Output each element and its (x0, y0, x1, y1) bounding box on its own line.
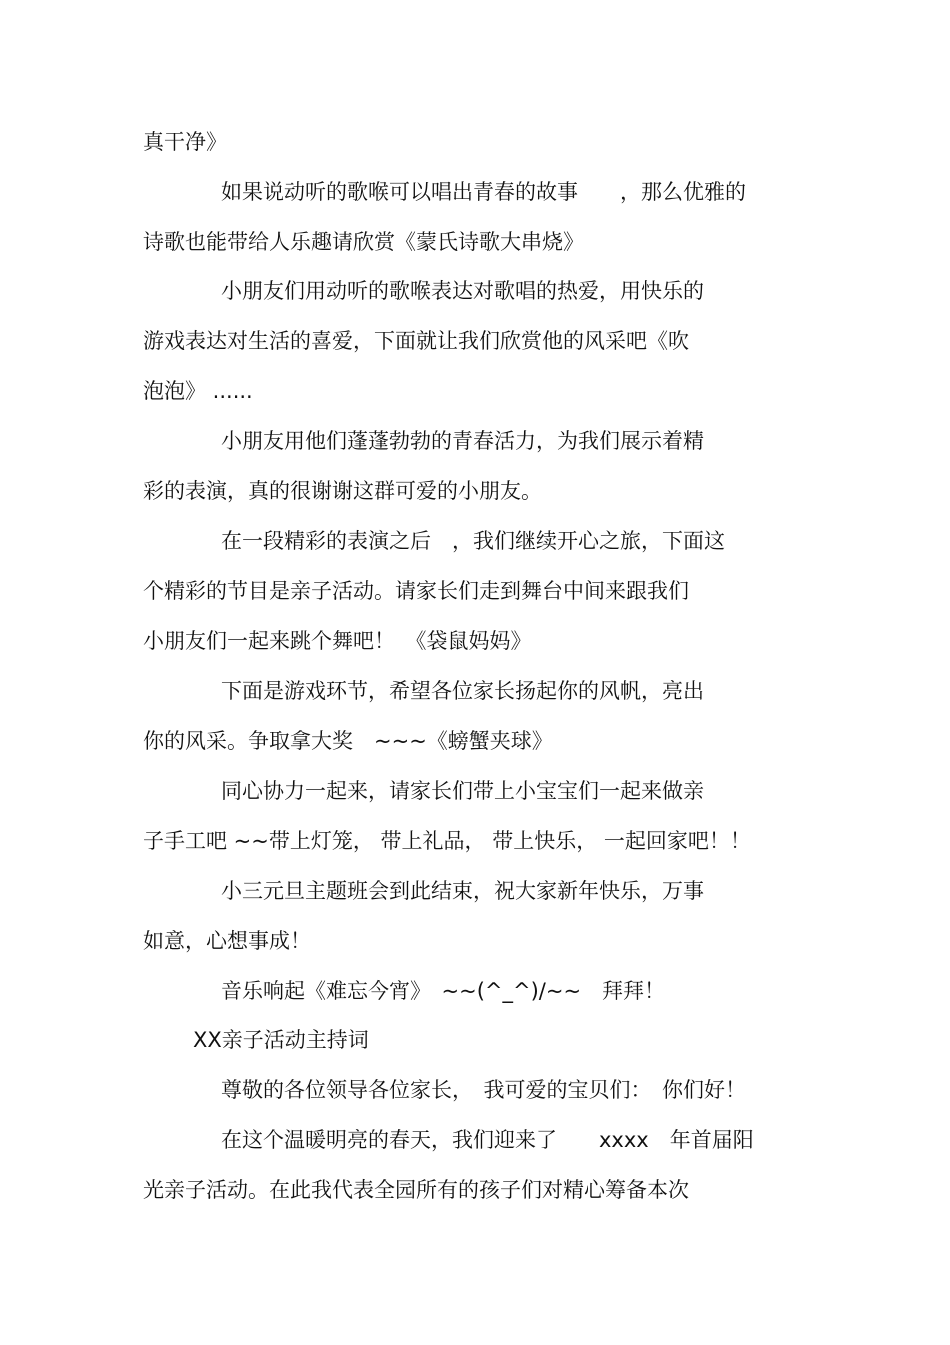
text-line: 子手工吧 ~~带上灯笼， 带上礼品， 带上快乐， 一起回家吧！！ (143, 829, 751, 853)
text-line: 在一段精彩的表演之后 ，我们继续开心之旅，下面这 (221, 529, 725, 553)
text-line: 音乐响起《难忘今宵》 ~~(^_^)/~~ 拜拜！ (221, 979, 666, 1003)
text-line: 小朋友用他们蓬蓬勃勃的青春活力，为我们展示着精 (221, 429, 704, 453)
text-line: 你的风采。争取拿大奖 ~~~《螃蟹夹球》 (143, 729, 553, 753)
text-line: 小朋友们用动听的歌喉表达对歌唱的热爱，用快乐的 (221, 279, 704, 303)
text-line: 如意，心想事成！ (143, 929, 311, 953)
text-line: 小三元旦主题班会到此结束，祝大家新年快乐，万事 (221, 879, 704, 903)
text-line: 同心协力一起来，请家长们带上小宝宝们一起来做亲 (221, 779, 704, 803)
text-line: 小朋友们一起来跳个舞吧！ 《袋鼠妈妈》 (143, 629, 532, 653)
text-line: 泡泡》 ...... (143, 379, 253, 403)
text-line: 尊敬的各位领导各位家长， 我可爱的宝贝们： 你们好！ (221, 1078, 746, 1102)
text-line: 彩的表演，真的很谢谢这群可爱的小朋友。 (143, 479, 542, 503)
text-line: 光亲子活动。在此我代表全园所有的孩子们对精心筹备本次 (143, 1178, 689, 1202)
section-heading: XX亲子活动主持词 (193, 1028, 369, 1052)
text-line: 游戏表达对生活的喜爱，下面就让我们欣赏他的风采吧《吹 (143, 329, 689, 353)
text-line: 个精彩的节目是亲子活动。请家长们走到舞台中间来跟我们 (143, 579, 689, 603)
text-line: 诗歌也能带给人乐趣请欣赏《蒙氏诗歌大串烧》 (143, 230, 584, 254)
text-line: 如果说动听的歌喉可以唱出青春的故事 ，那么优雅的 (221, 180, 746, 204)
text-line: 下面是游戏环节，希望各位家长扬起你的风帆，亮出 (221, 679, 704, 703)
text-line: 真干净》 (143, 130, 227, 154)
text-line: 在这个温暖明亮的春天，我们迎来了 xxxx 年首届阳 (221, 1128, 754, 1152)
